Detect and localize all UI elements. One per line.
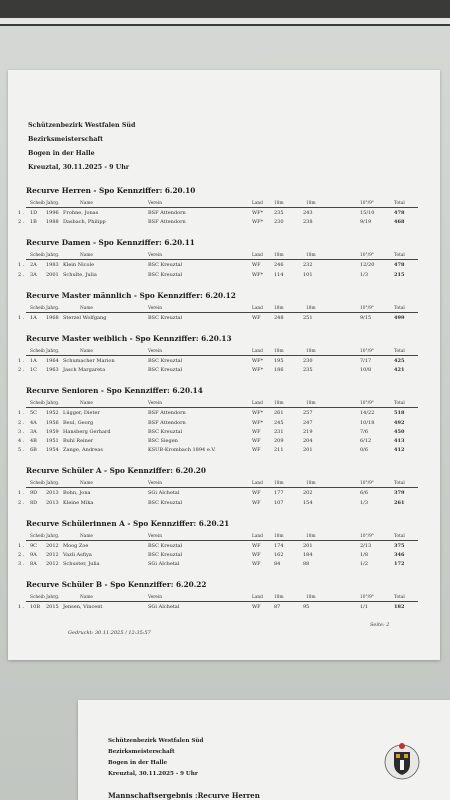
row-region: WF [252, 262, 261, 269]
column-header-scheibe: Scheib Jahrg. [30, 349, 60, 354]
section-divider [26, 259, 418, 260]
section-divider [26, 487, 418, 488]
row-target: 3A [30, 271, 37, 278]
column-header-name: Name [80, 305, 93, 311]
row-region: WF* [252, 210, 264, 216]
row-total: 375 [394, 542, 405, 549]
row-region: WF [252, 314, 261, 321]
column-header-total: Total [394, 253, 405, 259]
row-rank: 5 . [18, 447, 25, 454]
column-header-round2: 18m [306, 595, 316, 601]
column-header-name: Name [80, 401, 93, 407]
row-rank: 2 . [18, 219, 25, 226]
section-divider [26, 601, 418, 602]
row-score-round1: 248 [274, 314, 284, 321]
row-birth-year: 2001 [46, 271, 59, 278]
column-header-round2: 18m [306, 401, 316, 407]
row-region: WF* [252, 410, 264, 417]
column-header-total: Total [394, 201, 405, 206]
header2-discipline: Bogen in der Halle [108, 760, 168, 766]
row-athlete-name: Schuster, Julia [63, 561, 100, 568]
row-rank: 1 . [18, 542, 25, 549]
row-score-round1: 230 [274, 219, 284, 226]
row-athlete-name: Dasbach, Philipp [63, 219, 106, 226]
column-header-scheibe: Scheib Jahrg. [30, 253, 60, 259]
row-club: KSUB-Krombach 1894 e.V. [148, 447, 216, 454]
row-score-round1: 174 [274, 542, 284, 549]
column-header-total: Total [394, 481, 405, 487]
section-title: Recurve Herren - Spo Kennziffer: 6.20.10 [26, 186, 196, 195]
row-birth-year: 1988 [46, 219, 59, 226]
row-total: 182 [394, 604, 405, 611]
column-header-scheibe: Scheib Jahrg. [30, 481, 60, 487]
column-header-round1: 18m [274, 481, 284, 487]
row-score-round1: 84 [274, 561, 281, 568]
column-header-total: Total [394, 401, 405, 407]
header-discipline: Bogen in der Halle [28, 150, 95, 157]
section-divider [26, 207, 418, 208]
row-total: 492 [394, 419, 405, 426]
row-tens-nines: 6/12 [360, 438, 372, 444]
row-club: SGi Alchetal [148, 561, 180, 568]
section-divider [26, 312, 418, 313]
column-header-round1: 18m [274, 201, 284, 206]
row-club: BSC Kreuztal [148, 542, 183, 549]
row-score-round1: 231 [274, 428, 284, 435]
column-header-land: Land [252, 595, 263, 601]
column-header-name: Name [80, 481, 93, 487]
row-tens-nines: 0/6 [360, 447, 369, 454]
row-score-round2: 251 [303, 314, 313, 321]
column-header-round2: 18m [306, 305, 316, 311]
column-header-land: Land [252, 201, 263, 206]
row-athlete-name: Buhl Reiner [63, 438, 94, 444]
row-score-round1: 211 [274, 447, 284, 454]
section-title: Recurve Master weiblich - Spo Kennziffer: 6.20.13 [26, 334, 232, 343]
row-target: 5C [30, 410, 38, 417]
row-target: 2A [30, 262, 37, 269]
column-header-land: Land [252, 349, 263, 354]
row-total: 468 [394, 219, 405, 226]
row-club: BSC Siegen [148, 438, 178, 444]
row-rank: 4 . [18, 438, 25, 444]
row-target: 9A [30, 552, 37, 558]
row-total: 413 [394, 438, 405, 444]
row-score-round2: 235 [303, 367, 313, 374]
row-score-round2: 101 [303, 271, 313, 278]
column-header-verein: Verein [148, 253, 162, 259]
column-header-tens: 10°/9° [360, 533, 374, 539]
row-region: WF* [252, 271, 264, 278]
row-total: 261 [394, 499, 405, 506]
row-birth-year: 1959 [46, 428, 59, 435]
row-rank: 1 . [18, 604, 25, 611]
row-target: 1A [30, 358, 37, 364]
column-header-round2: 18m [306, 253, 316, 259]
row-rank: 1 . [18, 490, 25, 497]
row-target: 1C [30, 367, 38, 374]
column-header-round1: 18m [274, 533, 284, 539]
section-title: Recurve Schüler B - Spo Kennziffer: 6.20.22 [26, 580, 207, 590]
column-header-scheibe: Scheib Jahrg. [30, 595, 60, 601]
row-target: 1A [30, 314, 37, 321]
row-rank: 2 . [18, 271, 25, 278]
row-score-round2: 201 [303, 542, 313, 549]
row-target: 10B [30, 604, 41, 611]
row-rank: 1 . [18, 210, 25, 216]
row-tens-nines: 1/3 [360, 499, 369, 506]
row-club: BSF Attendorn [148, 210, 186, 216]
row-athlete-name: Frohne, Jonas [63, 210, 99, 216]
column-header-verein: Verein [148, 401, 162, 407]
row-target: 6B [30, 447, 37, 454]
row-score-round2: 95 [303, 604, 310, 611]
column-header-scheibe: Scheib Jahrg. [30, 533, 60, 539]
row-region: WF [252, 499, 261, 506]
row-total: 450 [394, 428, 405, 435]
row-score-round1: 245 [274, 419, 284, 426]
row-score-round2: 243 [303, 210, 313, 216]
row-rank: 3 . [18, 561, 25, 568]
row-target: 3A [30, 428, 37, 435]
row-tens-nines: 7/6 [360, 428, 369, 435]
row-target: 8A [30, 561, 37, 568]
header2-location-date: Kreuztal, 30.11.2025 - 9 Uhr [108, 771, 198, 777]
column-header-total: Total [394, 305, 405, 311]
row-score-round1: 186 [274, 367, 284, 374]
display-case-edge [0, 18, 450, 24]
row-score-round1: 261 [274, 410, 284, 417]
header2-event: Bezirksmeisterschaft [108, 749, 175, 755]
row-region: WF* [252, 419, 264, 426]
header-organization: Schützenbezirk Westfalen Süd [28, 122, 136, 129]
column-header-land: Land [252, 253, 263, 259]
section-title: Recurve Senioren - Spo Kennziffer: 6.20.14 [26, 386, 203, 396]
column-header-verein: Verein [148, 305, 162, 311]
row-target: 9D [30, 490, 38, 497]
row-birth-year: 1952 [46, 410, 59, 417]
row-total: 412 [394, 447, 405, 454]
page-number: Seite: 2 [370, 622, 390, 628]
row-athlete-name: Moog Zoe [63, 542, 89, 549]
column-header-round1: 18m [274, 253, 284, 259]
column-header-land: Land [252, 401, 263, 407]
row-target: 8D [30, 499, 38, 506]
row-score-round1: 107 [274, 499, 284, 506]
row-target: 4A [30, 419, 37, 426]
column-header-round2: 18m [306, 349, 316, 354]
row-region: WF* [252, 367, 264, 374]
row-target: 4B [30, 438, 37, 444]
column-header-round1: 18m [274, 401, 284, 407]
row-tens-nines: 6/6 [360, 490, 369, 497]
column-header-name: Name [80, 253, 93, 259]
row-tens-nines: 15/10 [360, 210, 375, 216]
row-tens-nines: 10/8 [360, 367, 372, 374]
row-rank: 2 . [18, 552, 25, 558]
row-club: BSC Kreuztal [148, 314, 183, 321]
row-region: WF [252, 438, 261, 444]
row-region: WF [252, 604, 261, 611]
row-club: BSC Kreuztal [148, 367, 183, 374]
row-athlete-name: Sterzel Wolfgang [63, 314, 107, 321]
row-tens-nines: 1/2 [360, 561, 369, 568]
row-rank: 3 . [18, 428, 25, 435]
row-athlete-name: Kleine Mika [63, 499, 94, 506]
column-header-tens: 10°/9° [360, 253, 374, 259]
column-header-round2: 18m [306, 201, 316, 206]
row-athlete-name: Schumacher Marion [63, 358, 115, 364]
row-tens-nines: 9/15 [360, 314, 372, 321]
column-header-tens: 10°/9° [360, 595, 374, 601]
column-header-tens: 10°/9° [360, 305, 374, 311]
row-score-round1: 235 [274, 210, 284, 216]
row-total: 421 [394, 367, 405, 374]
row-birth-year: 1956 [46, 419, 59, 426]
team-results-title: Mannschaftsergebnis :Recurve Herren [108, 791, 260, 800]
column-header-total: Total [394, 595, 405, 601]
row-total: 478 [394, 262, 405, 269]
row-target: 1B [30, 219, 37, 226]
column-header-total: Total [394, 533, 405, 539]
row-region: WF* [252, 219, 264, 226]
row-birth-year: 1996 [46, 210, 59, 216]
row-rank: 2 . [18, 367, 25, 374]
row-athlete-name: Vazli Asfiya [63, 552, 92, 558]
row-score-round2: 238 [303, 219, 313, 226]
row-score-round1: 114 [274, 271, 284, 278]
header2-organization: Schützenbezirk Westfalen Süd [108, 738, 204, 744]
row-tens-nines: 2/13 [360, 542, 372, 549]
column-header-name: Name [80, 595, 93, 601]
column-header-scheibe: Scheib Jahrg. [30, 401, 60, 407]
row-birth-year: 2012 [46, 552, 59, 558]
column-header-land: Land [252, 481, 263, 487]
row-score-round2: 257 [303, 410, 313, 417]
section-title: Recurve Schülerinnen A - Spo Kennziffer: 6.20.21 [26, 518, 230, 528]
section-title: Recurve Master männlich - Spo Kennziffer: 6.20.12 [26, 290, 236, 300]
row-athlete-name: Klein Nicole [63, 262, 95, 269]
results-sheet [8, 70, 440, 660]
row-athlete-name: Bohn, Jona [63, 490, 91, 497]
column-header-round2: 18m [306, 533, 316, 539]
column-header-land: Land [252, 533, 263, 539]
row-birth-year: 1963 [46, 367, 59, 374]
row-birth-year: 2012 [46, 561, 59, 568]
row-birth-year: 1968 [46, 314, 59, 321]
row-club: SGi Alchetal [148, 490, 180, 497]
row-total: 346 [394, 552, 405, 558]
row-club: BSC Kreuztal [148, 428, 183, 435]
column-header-tens: 10°/9° [360, 401, 374, 407]
column-header-verein: Verein [148, 533, 162, 539]
column-header-tens: 10°/9° [360, 349, 374, 354]
row-score-round2: 219 [303, 428, 313, 435]
column-header-land: Land [252, 305, 263, 311]
column-header-verein: Verein [148, 595, 162, 601]
row-region: WF [252, 428, 261, 435]
row-club: BSC Kreuztal [148, 262, 183, 269]
row-club: SGi Alchetal [148, 604, 180, 611]
row-club: BSF Attendorn [148, 410, 186, 417]
row-total: 518 [394, 410, 405, 417]
row-score-round2: 201 [303, 447, 313, 454]
row-club: BSC Kreuztal [148, 499, 183, 506]
row-club: BSC Kreuztal [148, 271, 183, 278]
column-header-tens: 10°/9° [360, 201, 374, 206]
row-birth-year: 1983 [46, 262, 59, 269]
club-crest-icon [382, 740, 422, 780]
row-score-round2: 184 [303, 552, 313, 558]
row-region: WF [252, 447, 261, 454]
row-score-round2: 202 [303, 490, 313, 497]
column-header-verein: Verein [148, 349, 162, 354]
row-region: WF [252, 552, 261, 558]
row-tens-nines: 12/20 [360, 262, 375, 269]
column-header-name: Name [80, 533, 93, 539]
row-score-round2: 88 [303, 561, 310, 568]
row-athlete-name: Beul, Georg [63, 419, 94, 426]
row-birth-year: 1951 [46, 438, 59, 444]
column-header-tens: 10°/9° [360, 481, 374, 487]
section-title: Recurve Damen - Spo Kennziffer: 6.20.11 [26, 238, 195, 248]
row-region: WF [252, 542, 261, 549]
row-tens-nines: 10/18 [360, 419, 375, 426]
row-score-round2: 247 [303, 419, 313, 426]
row-tens-nines: 1/1 [360, 604, 369, 611]
printed-timestamp: Gedruckt: 30.11.2025 / 12:35:57 [68, 630, 151, 636]
row-total: 172 [394, 561, 405, 568]
row-score-round2: 232 [303, 262, 313, 269]
row-score-round1: 87 [274, 604, 281, 611]
row-score-round1: 162 [274, 552, 284, 558]
row-club: BSF Attendorn [148, 419, 186, 426]
column-header-total: Total [394, 349, 405, 354]
row-rank: 1 . [18, 262, 25, 269]
column-header-verein: Verein [148, 201, 162, 206]
row-score-round1: 195 [274, 358, 284, 364]
column-header-round2: 18m [306, 481, 316, 487]
row-tens-nines: 1/3 [360, 271, 369, 278]
row-club: BSC Kreuztal [148, 358, 183, 364]
row-athlete-name: Lügger, Dieter [63, 410, 100, 417]
row-athlete-name: Hansberg Gerhard [63, 428, 111, 435]
header-event: Bezirksmeisterschaft [28, 136, 104, 143]
row-total: 478 [394, 210, 405, 216]
column-header-scheibe: Scheib Jahrg. [30, 201, 60, 206]
column-header-round1: 18m [274, 595, 284, 601]
row-score-round2: 204 [303, 438, 313, 444]
section-title: Recurve Schüler A - Spo Kennziffer: 6.20.20 [26, 466, 206, 476]
row-tens-nines: 9/19 [360, 219, 372, 226]
row-athlete-name: Jasch Margareta [63, 367, 106, 374]
row-total: 425 [394, 358, 405, 364]
row-athlete-name: Zange, Andreas [63, 447, 103, 454]
row-tens-nines: 14/22 [360, 410, 375, 417]
column-header-verein: Verein [148, 481, 162, 487]
row-birth-year: 1964 [46, 358, 59, 364]
section-divider [26, 407, 418, 408]
column-header-name: Name [80, 349, 93, 354]
row-region: WF [252, 490, 261, 497]
column-header-round1: 18m [274, 349, 284, 354]
row-birth-year: 2013 [46, 490, 59, 497]
row-total: 499 [394, 314, 405, 321]
row-score-round1: 209 [274, 438, 284, 444]
row-birth-year: 2015 [46, 604, 59, 611]
row-rank: 2 . [18, 499, 25, 506]
row-birth-year: 1954 [46, 447, 59, 454]
row-athlete-name: Jensen, Vincent [63, 604, 103, 611]
row-rank: 2 . [18, 419, 25, 426]
column-header-name: Name [80, 201, 93, 206]
row-tens-nines: 7/17 [360, 358, 372, 364]
row-tens-nines: 1/8 [360, 552, 369, 558]
row-score-round2: 154 [303, 499, 313, 506]
row-rank: 1 . [18, 358, 25, 364]
row-birth-year: 2012 [46, 542, 59, 549]
header-location-date: Kreuztal, 30.11.2025 - 9 Uhr [28, 164, 130, 171]
row-athlete-name: Schulte, Julia [63, 271, 97, 278]
row-club: BSF Attendorn [148, 219, 186, 226]
column-header-scheibe: Scheib Jahrg. [30, 305, 60, 311]
row-target: 9C [30, 542, 38, 549]
column-header-round1: 18m [274, 305, 284, 311]
row-score-round1: 177 [274, 490, 284, 497]
section-divider [26, 355, 418, 356]
row-target: 1D [30, 210, 38, 216]
row-region: WF* [252, 358, 264, 364]
row-total: 379 [394, 490, 405, 497]
row-score-round2: 230 [303, 358, 313, 364]
row-rank: 1 . [18, 314, 25, 321]
row-club: BSC Kreuztal [148, 552, 183, 558]
row-score-round1: 246 [274, 262, 284, 269]
section-divider [26, 540, 418, 541]
row-birth-year: 2013 [46, 499, 59, 506]
row-rank: 1 . [18, 410, 25, 417]
row-region: WF [252, 561, 261, 568]
row-total: 215 [394, 271, 405, 278]
